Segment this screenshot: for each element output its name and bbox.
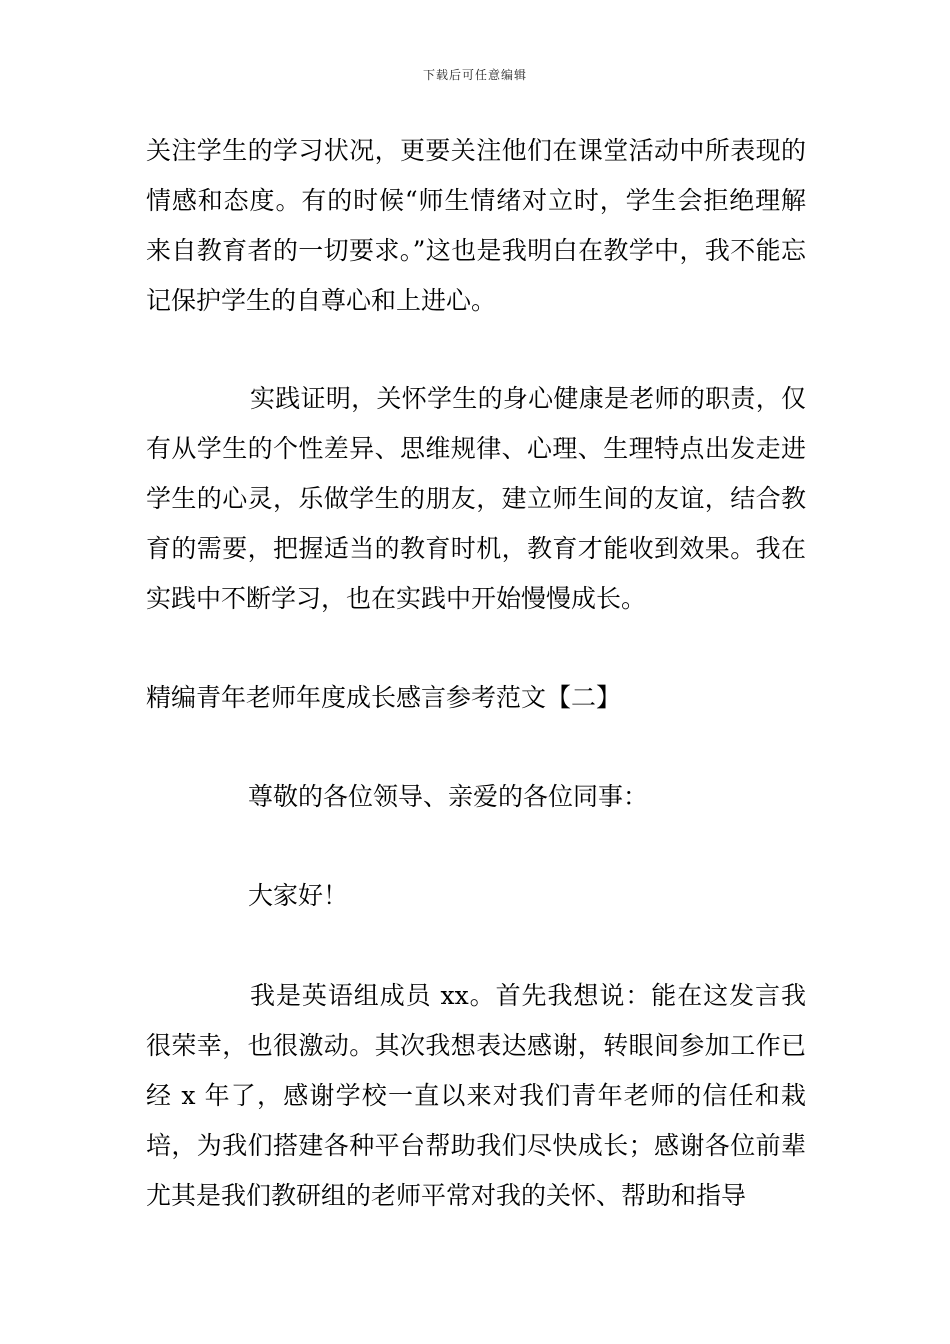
section-title: 精编青年老师年度成长感言参考范文【二】 [146,683,622,712]
page-header-note: 下载后可任意编辑 [422,68,527,82]
hello-line: 大家好！ [248,881,349,910]
paragraph-1: 关注学生的学习状况，更要关注他们在课堂活动中所表现的情感和态度。有的时候“师生情绪对立时，学生会拒绝理解来自教育者的一切要求。”这也是我明白在教学中，我不能忘记保护学生的自尊心和上进心。 [146,136,806,315]
paragraph-2: 实践证明，关怀学生的身心健康是老师的职责，仅有从学生的个性差异、思维规律、心理、生理特点出发走进学生的心灵，乐做学生的朋友，建立师生间的友谊，结合教育的需要，把握适当的教育时机，教育才能收到效果。我在实践中不断学习，也在实践中开始慢慢成长。 [146,384,806,613]
paragraph-3: 我是英语组成员 xx。首先我想说：能在这发言我很荣幸，也很激动。其次我想表达感谢，转眼间参加工作已经 x 年了，感谢学校一直以来对我们青年老师的信任和栽培，为我们搭建各种平台帮助我们尽快成长；感谢各位前辈尤其是我们教研组的老师平常对我的关怀、帮助和指导 [146,981,806,1210]
greeting-line: 尊敬的各位领导、亲爱的各位同事： [248,782,649,811]
